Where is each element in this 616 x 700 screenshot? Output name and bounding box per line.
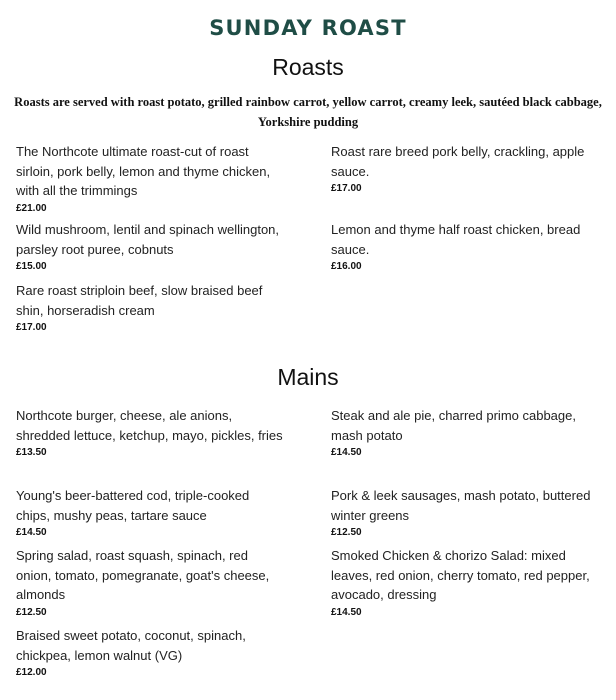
menu-item-name: Young's beer-battered cod, triple-cooked chips, mushy peas, tartare sauce <box>16 488 250 523</box>
menu-item-name: Wild mushroom, lentil and spinach wellington, parsley root puree, cobnuts <box>16 222 280 257</box>
menu-item-name: Roast rare breed pork belly, crackling, apple sauce. <box>331 144 585 179</box>
menu-item-price: £14.50 <box>16 527 47 538</box>
menu-item-price: £17.00 <box>331 183 362 194</box>
menu-item-price: £15.00 <box>16 261 47 272</box>
menu-item <box>16 220 286 274</box>
menu-title: SUNDAY ROAST <box>209 16 407 40</box>
roasts-intro: Roasts are served with roast potato, grilled rainbow carrot, yellow carrot, creamy leek, sautéed black cabbage, Yorkshire pudding <box>14 95 602 129</box>
menu-item <box>16 486 286 540</box>
menu-item-name: Pork & leek sausages, mash potato, buttered winter greens <box>331 488 591 523</box>
menu-item-price: £14.50 <box>331 447 362 458</box>
menu-item-name: Northcote burger, cheese, ale anions, shredded lettuce, ketchup, mayo, pickles, fries <box>16 408 283 443</box>
menu-item-name: Steak and ale pie, charred primo cabbage, mash potato <box>331 408 576 443</box>
menu-item-name: Rare roast striploin beef, slow braised beef shin, horseradish cream <box>16 283 263 318</box>
menu-item <box>16 406 286 460</box>
menu-item-price: £14.50 <box>331 606 362 618</box>
menu-item-name: Lemon and thyme half roast chicken, bread sauce. <box>331 222 581 257</box>
section-heading-mains: Mains <box>277 364 339 390</box>
menu-item <box>331 220 601 274</box>
menu-item-price: £12.50 <box>331 527 362 538</box>
menu-item <box>16 546 286 620</box>
menu-item <box>16 142 286 216</box>
menu-item-price: £17.00 <box>16 322 47 333</box>
section-heading-roasts: Roasts <box>272 54 344 80</box>
menu-item-name: The Northcote ultimate roast-cut of roast sirloin, pork belly, lemon and thyme chicken, with all the trimmings <box>16 144 271 198</box>
menu-item-price: £16.00 <box>331 261 362 272</box>
menu-item <box>331 406 601 460</box>
menu-item <box>16 281 286 335</box>
menu-item-price: £21.00 <box>16 202 47 214</box>
menu-item <box>331 486 601 540</box>
menu-item-name: Spring salad, roast squash, spinach, red onion, tomato, pomegranate, goat's cheese, almonds <box>16 548 270 602</box>
menu-item-price: £12.00 <box>16 667 47 678</box>
menu-item-name: Braised sweet potato, coconut, spinach, chickpea, lemon walnut (VG) <box>16 628 246 663</box>
menu-item <box>16 626 286 680</box>
menu-item <box>331 142 601 196</box>
menu-item <box>331 546 601 620</box>
menu-item-name: Smoked Chicken & chorizo Salad: mixed leaves, red onion, cherry tomato, red pepper, avocado, dressing <box>331 548 590 602</box>
menu-item-price: £12.50 <box>16 606 47 618</box>
menu-item-price: £13.50 <box>16 447 47 458</box>
